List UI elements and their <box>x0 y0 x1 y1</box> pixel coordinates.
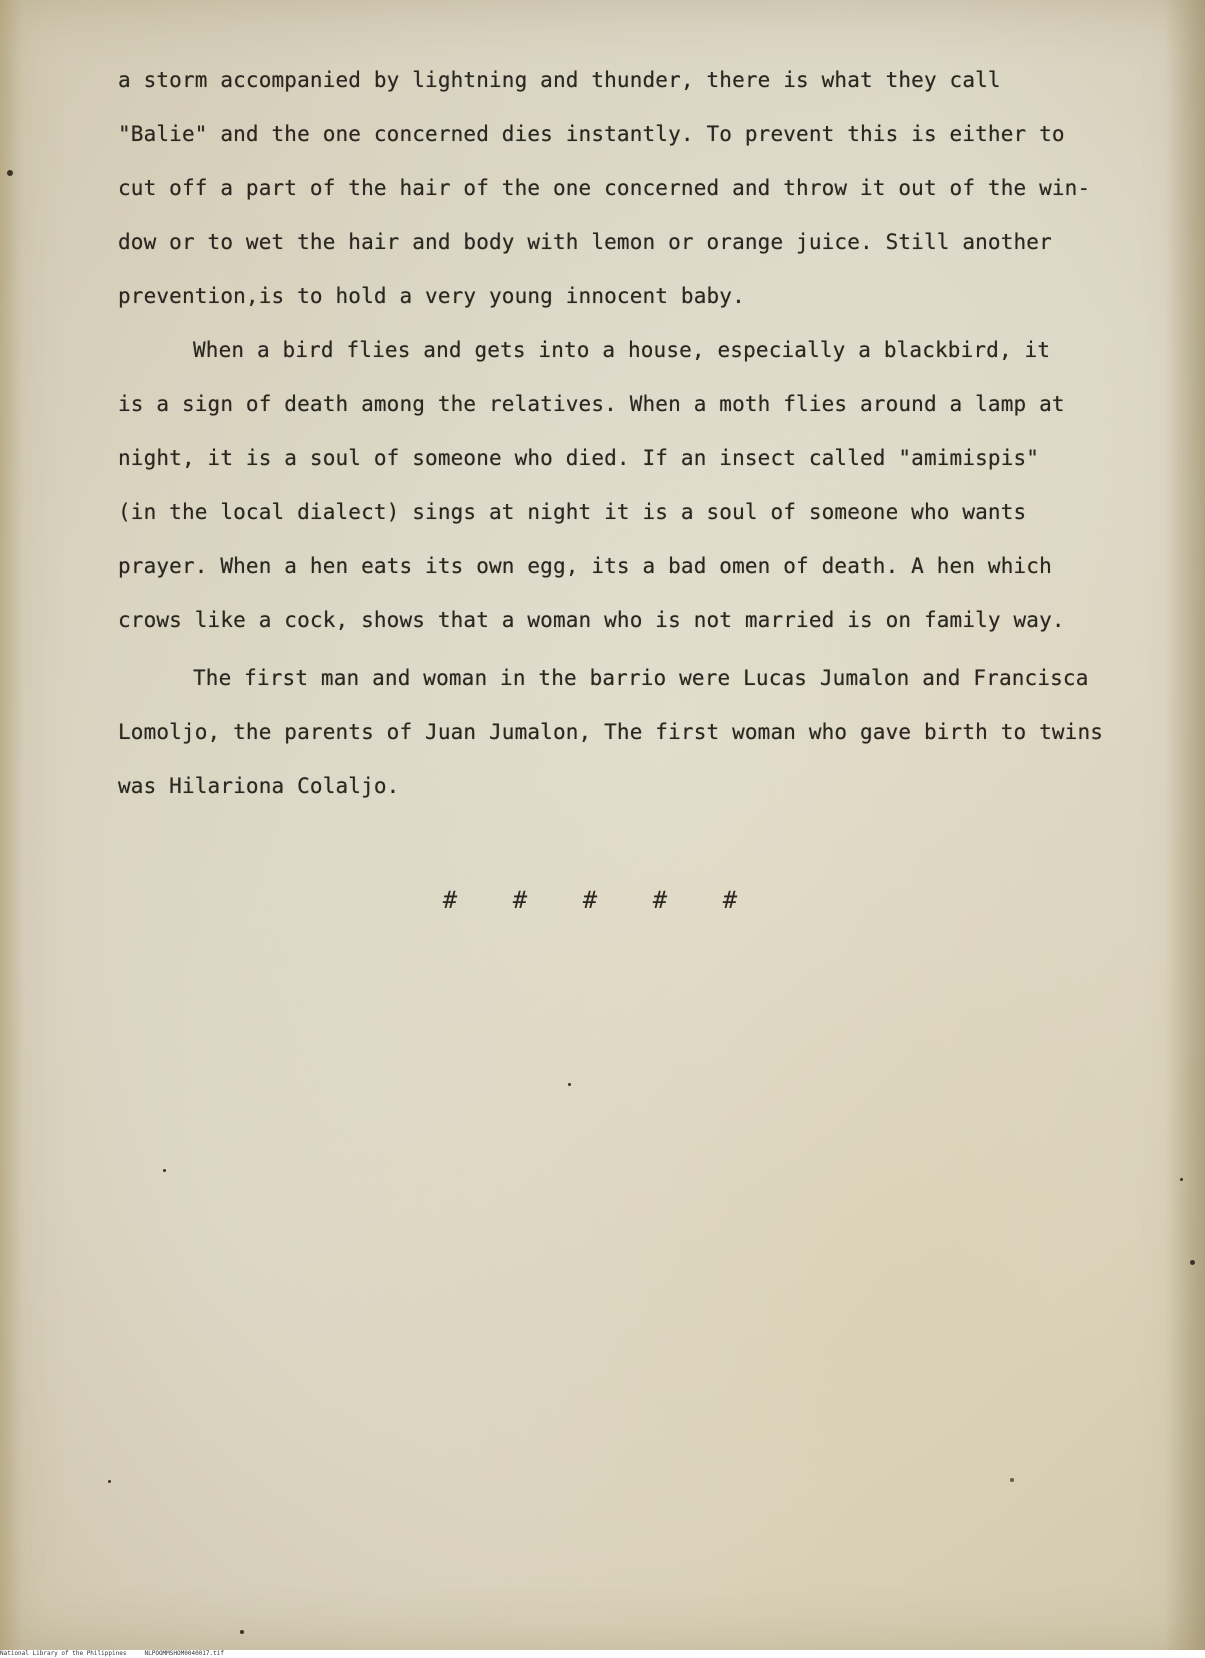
separator-mark: # <box>512 886 528 914</box>
paper-speck <box>163 1169 166 1172</box>
text-line-13: Lomoljo, the parents of Juan Jumalon, The first woman who gave birth to twins <box>118 720 1104 744</box>
paper-speck <box>108 1480 111 1483</box>
text-line-2: "Balie" and the one concerned dies instantly. To prevent this is either to <box>118 122 1065 146</box>
paper-speck <box>568 1083 571 1086</box>
paper-speck <box>1180 1178 1183 1181</box>
paper-speck <box>1190 1260 1195 1265</box>
text-line-8: night, it is a soul of someone who died. If an insect called "amimispis" <box>118 446 1040 470</box>
page-edge-shadow-left <box>0 0 22 1650</box>
paper-speck <box>240 1630 244 1634</box>
text-line-3: cut off a part of the hair of the one concerned and throw it out of the win- <box>118 176 1091 200</box>
text-line-6: When a bird flies and gets into a house, especially a blackbird, it <box>193 338 1051 362</box>
scan-footer <box>0 1650 1205 1658</box>
text-line-1: a storm accompanied by lightning and thunder, there is what they call <box>118 68 1001 92</box>
text-line-5: prevention,is to hold a very young innocent baby. <box>118 284 745 308</box>
text-line-9: (in the local dialect) sings at night it is a soul of someone who wants <box>118 500 1027 524</box>
footer-institution: National Library of the Philippines <box>0 1650 127 1657</box>
paper-speck <box>7 170 13 176</box>
separator-mark: # <box>722 886 738 914</box>
paper-speck <box>1010 1478 1014 1482</box>
text-line-10: prayer. When a hen eats its own egg, its a bad omen of death. A hen which <box>118 554 1052 578</box>
text-line-14: was Hilariona Colaljo. <box>118 774 400 798</box>
text-line-11: crows like a cock, shows that a woman who is not married is on family way. <box>118 608 1065 632</box>
text-line-12: The first man and woman in the barrio were Lucas Jumalon and Francisca <box>193 666 1089 690</box>
section-separator <box>440 886 740 914</box>
separator-mark: # <box>442 886 458 914</box>
separator-mark: # <box>582 886 598 914</box>
text-line-4: dow or to wet the hair and body with lemon or orange juice. Still another <box>118 230 1052 254</box>
separator-mark: # <box>652 886 668 914</box>
text-line-7: is a sign of death among the relatives. When a moth flies around a lamp at <box>118 392 1065 416</box>
page-edge-shadow-right <box>1165 0 1205 1650</box>
footer-filename: NLPOOMMSHOM0040017.tif <box>144 1650 224 1657</box>
